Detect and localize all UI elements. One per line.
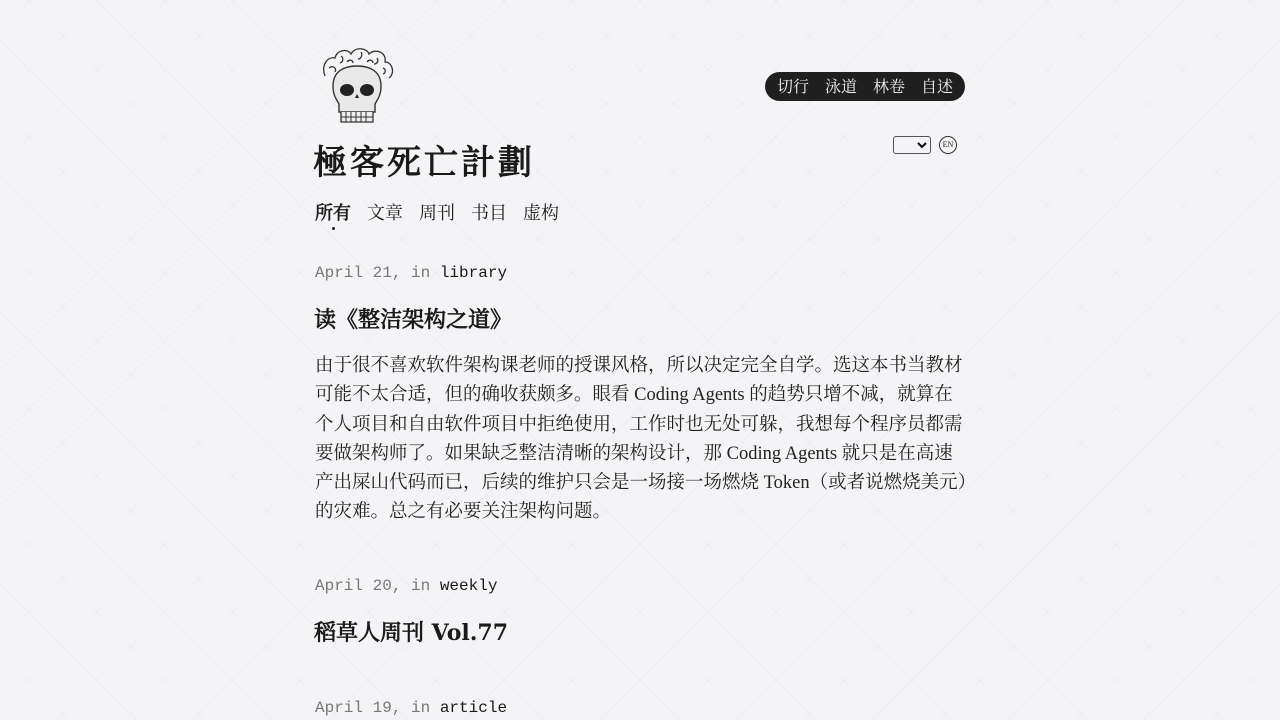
page-container [315, 0, 965, 720]
post-item [314, 576, 965, 646]
post-meta [315, 698, 965, 718]
post-in-label: , in [391, 699, 440, 717]
post-date: April 19 [315, 699, 392, 717]
category-tab-fiction[interactable]: 虚构 [523, 203, 559, 224]
top-nav-item-zishu[interactable]: 自述 [920, 77, 953, 96]
post-date: April 21 [315, 264, 392, 282]
site-title[interactable]: 極客死亡計劃 [313, 143, 535, 183]
post-in-label: , in [391, 577, 440, 595]
top-nav-item-linjuan[interactable]: 林卷 [872, 77, 905, 96]
category-tab-articles[interactable]: 文章 [367, 203, 403, 224]
top-nav-item-yongdao[interactable]: 泳道 [824, 77, 857, 96]
post-in-label: , in [391, 264, 440, 282]
post-item [315, 698, 965, 718]
post-date: April 20 [315, 577, 392, 595]
category-tab-books[interactable]: 书目 [471, 203, 507, 224]
post-category-link[interactable]: library [439, 264, 508, 282]
header-controls [893, 136, 957, 154]
post-item [314, 263, 967, 523]
top-nav-item-qiexing[interactable]: 切行 [776, 77, 809, 96]
post-category-link[interactable]: article [439, 699, 508, 717]
language-toggle-en[interactable]: EN [939, 136, 957, 154]
post-excerpt: 由于很不喜欢软件架构课老师的授课风格，所以决定完全自学。选这本书当教材可能不太合适，但的确收获颇多。眼看 Coding Agents 的趋势只增不减，就算在个人项目和自由软件项目中拒绝使用，工作时也无处可躲，我想每个程序员都需要做架构师了。如果缺乏整洁清晰的架构设计，那 Coding Agents 就只是在高速产出屎山代码而已，后续的维护只会是一场接一场燃烧 Token（或者说燃烧美元）的灾难。总之有必要关注架构问题。 [315, 356, 967, 523]
post-meta [315, 576, 965, 596]
skull-logo-icon[interactable] [317, 46, 397, 128]
post-title[interactable]: 读《整洁架构之道》 [314, 307, 513, 333]
top-nav [765, 72, 965, 101]
post-meta [315, 263, 965, 283]
category-tab-all[interactable]: 所有 [315, 199, 351, 225]
language-select[interactable] [893, 136, 931, 154]
category-tab-weekly[interactable]: 周刊 [419, 203, 455, 224]
post-category-link[interactable]: weekly [439, 577, 498, 595]
post-title[interactable]: 稻草人周刊 Vol.77 [314, 620, 509, 646]
category-nav [315, 199, 559, 225]
